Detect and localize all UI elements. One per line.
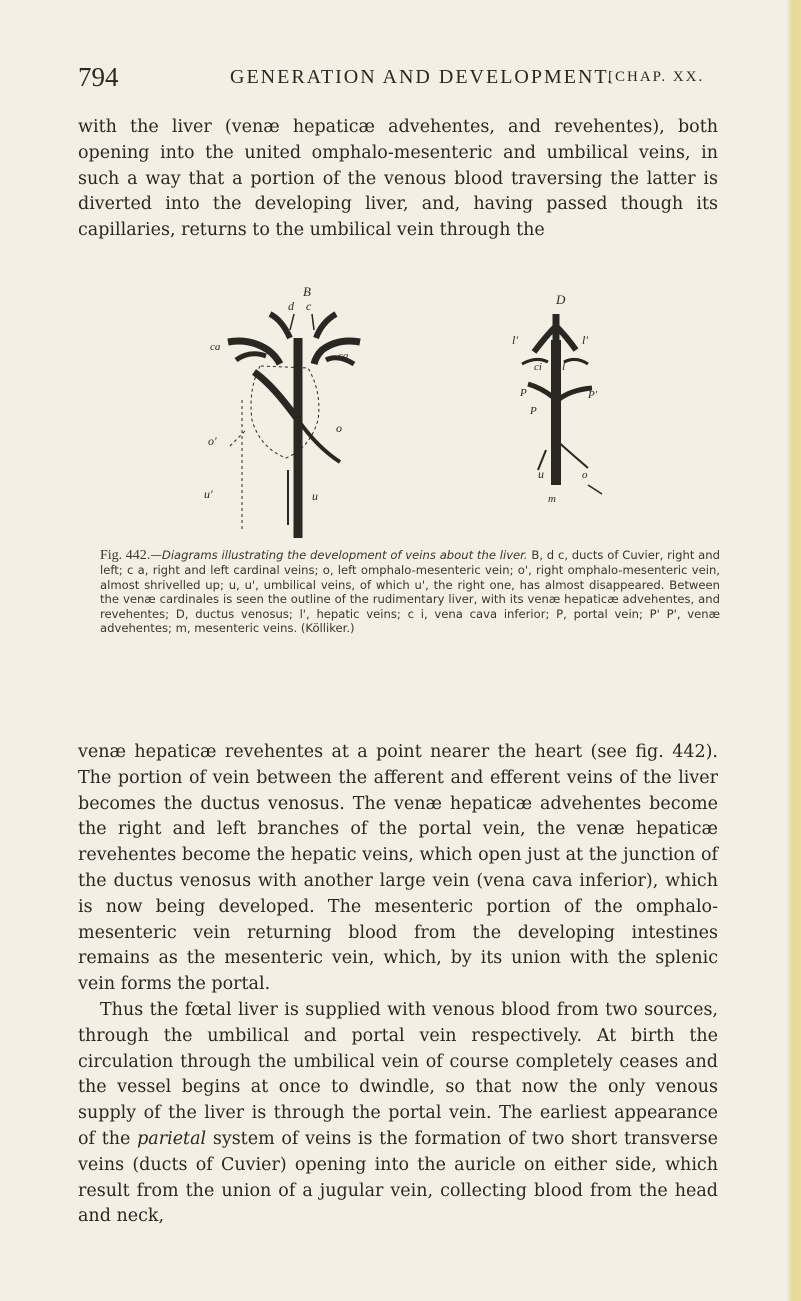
- label-o-prime: o': [208, 434, 217, 448]
- body-paragraph-1: [78, 115, 718, 244]
- label-l: l: [562, 359, 566, 373]
- label-u: u: [312, 489, 318, 503]
- diagram-d-title: D: [556, 292, 566, 307]
- label-l-prime-right: l': [582, 333, 588, 347]
- label-l-prime-left: l': [512, 333, 518, 347]
- italic-term: parietal: [137, 1128, 207, 1149]
- page-edge: [787, 0, 801, 1301]
- page-header: [78, 62, 718, 96]
- page-number: 794: [78, 62, 119, 92]
- label-p-prime-right: P': [588, 389, 598, 401]
- label-u-prime: u': [204, 487, 213, 501]
- vein-diagrams: [190, 280, 630, 540]
- label-m: m: [548, 493, 556, 505]
- label-ci: ci: [534, 361, 542, 373]
- label-o: o: [336, 421, 342, 435]
- label-ca-right: ca: [338, 350, 349, 362]
- figure-caption: [100, 548, 720, 635]
- paragraph-text: venæ hepaticæ revehentes at a point nearer the heart (see fig. 442). The portion of vein between the afferent and efferent veins of the liver becomes the ductus venosus. The venæ hepaticæ advehentes become the right and left branches of the portal vein, the venæ hepaticæ revehentes become the hepatic veins, which open just at the junction of the ductus venosus with another large vein (vena cava inferior), which is now being developed. The mesenteric portion of the omphalo-mesenteric vein returning blood from the developing intestines remains as the mesenteric vein, which, by its union with the splenic vein forms the portal.: [78, 742, 718, 995]
- paragraph-text-2: [78, 998, 718, 1230]
- label-d: d: [288, 299, 294, 313]
- running-title: GENERATION AND DEVELOPMENT.: [230, 66, 615, 88]
- label-p: P: [530, 405, 537, 417]
- text-run: Thus the fœtal liver is supplied with venous blood from two sources, through the umbilical and portal vein respectively. At birth the circulation through the umbilical vein of course completely ceases and the vessel begins at once to dwindle, so that now the only venous supply of the liver is through the portal vein. The earliest appearance of the: [78, 999, 718, 1149]
- diagram-b-title: B: [303, 284, 311, 299]
- label-ca-left: ca: [210, 341, 221, 353]
- label-o: o: [582, 469, 588, 481]
- body-paragraph-2: [78, 740, 718, 1230]
- diagram-d: [512, 292, 602, 505]
- figure-title: —Diagrams illustrating the development of veins about the liver.: [150, 548, 528, 562]
- label-c: c: [306, 299, 312, 313]
- text-run: system of veins is the formation of two short transverse veins (ducts of Cuvier) opening into the auricle on either side, which result from the union of a jugular vein, collecting blood from the head and neck,: [78, 1128, 718, 1227]
- figure-442: [190, 280, 630, 540]
- diagram-b: [204, 284, 360, 538]
- label-u: u: [538, 467, 544, 481]
- paragraph-text: with the liver (venæ hepaticæ advehentes, and revehentes), both opening into the united omphalo-mesenteric and umbilical veins, in such a way that a portion of the venous blood traversing the latter is diverted into the developing liver, and, having passed though its capillaries, returns to the umbilical vein through the: [78, 117, 718, 241]
- figure-label: Fig. 442.: [100, 548, 151, 563]
- caption-text: B, d c, ducts of Cuvier, right and left; c a, right and left cardinal veins; o, left omphalo-mesenteric vein; o', right omphalo-mesenteric vein, almost shrivelled up; u, u', umbilical veins, of which u', the right one, has almost disappeared. Between the venæ cardinales is seen the outline of the rudimentary liver, with its venæ hepaticæ advehentes, and revehentes; D, ductus venosus; l', hepatic veins; c i, vena cava inferior; P, portal vein; P' P', venæ advehentes; m, mesenteric veins. (Kölliker.): [100, 548, 720, 636]
- chapter-label: [CHAP. XX.: [608, 69, 705, 85]
- label-p-prime-left: P: [520, 387, 527, 399]
